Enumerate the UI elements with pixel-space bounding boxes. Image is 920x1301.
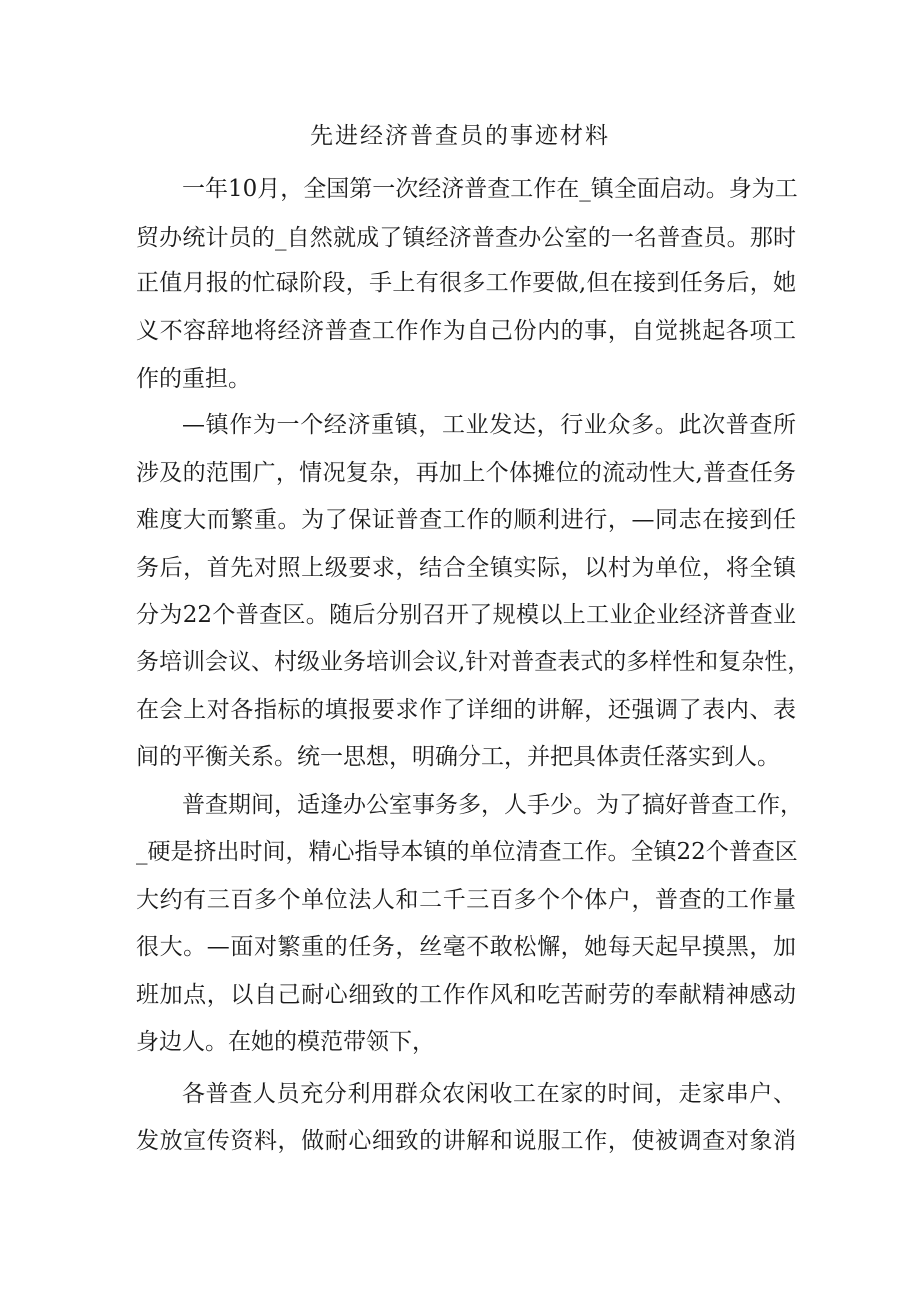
paragraph-3-line-6: 身边人。在她的模范带领下，: [136, 1029, 435, 1055]
paragraph-4-line-2: 发放宣传资料，做耐心细致的讲解和说服工作，使被调查对象消: [136, 1128, 796, 1154]
paragraph-2-line-8: 间的平衡关系。统一思想，明确分工，并把具体责任落实到人。: [136, 744, 780, 770]
paragraph-3-line-3: 大约有三百多个单位法人和二千三百多个个体户，普查的工作量: [136, 887, 796, 913]
paragraph-2-line-5: 分为22个普查区。随后分别召开了规模以上工业企业经济普查业: [136, 602, 796, 628]
paragraph-4-line-1: 各普查人员充分利用群众农闲收工在家的时间，走家串户、: [182, 1081, 796, 1107]
paragraph-2-line-4: 务后，首先对照上级要求，结合全镇实际，以村为单位，将全镇: [136, 555, 796, 581]
paragraph-3-line-4: 很大。—面对繁重的任务，丝毫不敢松懈，她每天起早摸黑，加: [136, 934, 796, 960]
paragraph-1-line-5: 作的重担。: [136, 366, 251, 392]
paragraph-2-line-3: 难度大而繁重。为了保证普查工作的顺利进行，—同志在接到任: [136, 507, 796, 533]
paragraph-1-line-4: 义不容辞地将经济普查工作作为自己份内的事，自觉挑起各项工: [136, 318, 796, 344]
paragraph-2-line-7: 在会上对各指标的填报要求作了详细的讲解，还强调了表内、表: [136, 697, 796, 723]
paragraph-1-line-2: 贸办统计员的_自然就成了镇经济普查办公室的一名普查员。那时: [136, 225, 796, 251]
paragraph-1-line-1: 一年10月，全国第一次经济普查工作在_镇全面启动。身为工: [182, 176, 798, 202]
paragraph-2-line-1: —镇作为一个经济重镇，工业发达，行业众多。此次普查所: [182, 412, 796, 438]
document-title: 先进经济普查员的事迹材料: [310, 123, 610, 149]
paragraph-1-line-3: 正值月报的忙碌阶段，手上有很多工作要做,但在接到任务后，她: [136, 270, 796, 296]
paragraph-2-line-2: 涉及的范围广，情况复杂，再加上个体摊位的流动性大,普查任务: [136, 460, 796, 486]
paragraph-2-line-6: 务培训会议、村级业务培训会议,针对普查表式的多样性和复杂性，: [136, 649, 811, 675]
paragraph-3-line-1: 普查期间，适逢办公室事务多，人手少。为了搞好普查工作，: [182, 792, 803, 818]
paragraph-3-line-5: 班加点，以自己耐心细致的工作作风和吃苦耐劳的奉献精神感动: [136, 982, 796, 1008]
paragraph-3-line-2: _硬是挤出时间，精心指导本镇的单位清查工作。全镇22个普查区: [136, 839, 798, 865]
